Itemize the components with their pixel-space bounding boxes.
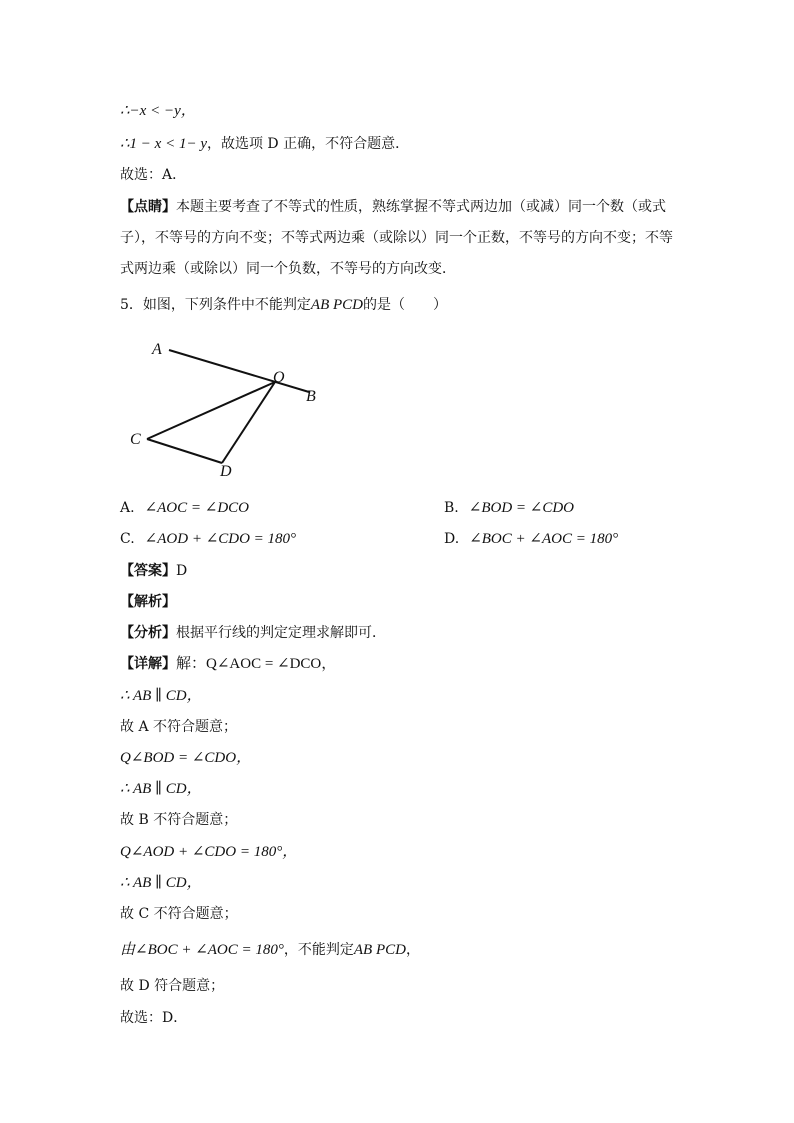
option-a	[120, 498, 249, 518]
solution-step	[120, 842, 297, 862]
dianjing-text: 子），不等号的方向不变；不等式两边乘（或除以）同一个正数，不等号的方向不变；不等	[120, 230, 673, 246]
option-d	[444, 529, 618, 549]
line-CD	[147, 439, 222, 463]
xiangjie-line	[120, 654, 336, 674]
step-text: 故 B 不符合题意；	[120, 812, 238, 828]
analysis-label: 【解析】	[120, 594, 176, 610]
solution-step	[120, 779, 202, 799]
fenxi-text: 根据平行线的判定定理求解即可．	[176, 625, 386, 641]
math-expr: ∴1 − x < 1− y	[120, 136, 207, 152]
choice-line	[120, 165, 186, 185]
option-c	[120, 529, 296, 549]
step-text: 故 A 不符合题意；	[120, 719, 238, 735]
math-expr: 由∠BOC + ∠AOC = 180°	[120, 942, 284, 958]
question-5	[120, 295, 447, 315]
step-text: 故 D 符合题意；	[120, 978, 225, 994]
dianjing-line-1	[120, 197, 666, 217]
label-C: C	[130, 431, 141, 448]
choice-text: 故选：A．	[120, 167, 187, 183]
step-text: 故选：D．	[120, 1010, 188, 1026]
dianjing-line-3	[120, 259, 456, 279]
option-letter: D.	[444, 531, 460, 547]
question-text-end: 的是（ ）	[363, 297, 447, 313]
final-choice	[120, 1008, 187, 1028]
line-AB	[169, 350, 309, 392]
option-expr: ∠BOD = ∠CDO	[468, 500, 575, 516]
option-b	[444, 498, 574, 518]
answer-value: D	[176, 563, 188, 579]
math-expr: AB PCD	[353, 942, 406, 958]
solution-step	[120, 810, 237, 830]
answer-line	[120, 561, 187, 581]
solution-step	[120, 873, 202, 893]
step-text: 故 C 不符合题意；	[120, 906, 238, 922]
inequality-step-1	[120, 101, 196, 121]
math-expr: ∴ AB ∥ CD，	[120, 688, 202, 704]
label-O: O	[273, 369, 285, 386]
option-letter: B.	[444, 500, 459, 516]
step-text: ，故选项 D 正确，不符合题意．	[206, 136, 410, 152]
option-letter: A.	[120, 500, 135, 516]
step-text: ，不能判定	[283, 942, 354, 958]
option-expr: ∠AOD + ∠CDO = 180°	[144, 531, 297, 547]
label-B: B	[306, 388, 316, 405]
solution-step	[120, 904, 238, 924]
dianjing-line-2	[120, 228, 673, 248]
geometry-figure	[125, 335, 335, 485]
analysis-title	[120, 592, 176, 612]
xiangjie-text: 解：Q∠AOC = ∠DCO，	[176, 656, 337, 672]
math-expr: ∴ AB ∥ CD，	[120, 781, 202, 797]
step-text: ，	[405, 942, 420, 958]
solution-step	[120, 940, 420, 960]
question-text: 5．如图，下列条件中不能判定	[120, 297, 311, 313]
fenxi-line	[120, 623, 386, 643]
option-expr: ∠BOC + ∠AOC = 180°	[469, 531, 619, 547]
math-expr: ∴−x < −y，	[120, 103, 196, 119]
solution-step	[120, 686, 202, 706]
label-D: D	[220, 463, 232, 480]
math-expr: Q∠AOD + ∠CDO = 180°，	[120, 844, 298, 860]
dianjing-text: 式两边乘（或除以）同一个负数，不等号的方向改变．	[120, 261, 456, 277]
question-math: AB PCD	[310, 297, 363, 313]
solution-step	[120, 976, 224, 996]
math-expr: Q∠BOD = ∠CDO，	[120, 750, 252, 766]
answer-label: 【答案】	[120, 563, 176, 579]
xiangjie-label: 【详解】	[120, 656, 176, 672]
dianjing-text: 本题主要考查了不等式的性质，熟练掌握不等式两边加（或减）同一个数（或式	[176, 199, 666, 215]
math-expr: ∴ AB ∥ CD，	[120, 875, 202, 891]
option-letter: C.	[120, 531, 135, 547]
dianjing-label: 【点睛】	[120, 199, 176, 215]
option-expr: ∠AOC = ∠DCO	[144, 500, 249, 516]
label-A: A	[152, 341, 162, 358]
inequality-step-2	[120, 134, 409, 154]
solution-step	[120, 717, 237, 737]
fenxi-label: 【分析】	[120, 625, 176, 641]
solution-step	[120, 748, 251, 768]
